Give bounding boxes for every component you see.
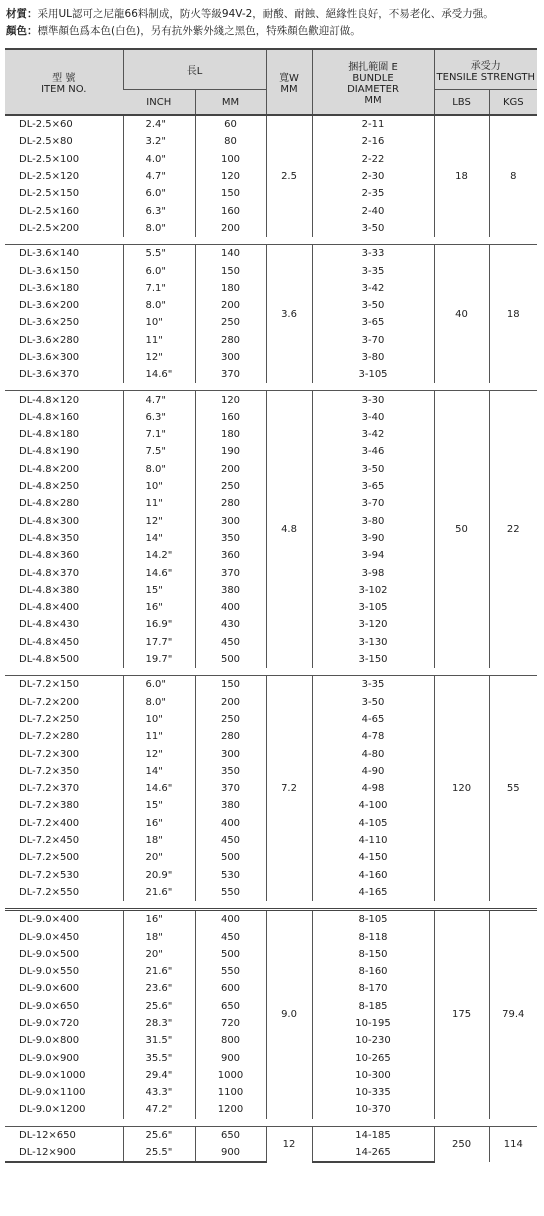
inch-cell: 20.9"	[123, 866, 195, 883]
inch-cell: 12"	[123, 513, 195, 530]
lbs-cell: 18	[434, 115, 489, 237]
bundle-cell: 8-160	[312, 963, 434, 980]
material-label: 材質：	[6, 8, 38, 20]
inch-cell: 20"	[123, 849, 195, 866]
item-no-cell: DL-9.0×550	[19, 966, 80, 978]
bundle-cell: 10-370	[312, 1101, 434, 1118]
inch-cell: 4.7"	[123, 391, 195, 409]
bundle-cell: 3-33	[312, 245, 434, 263]
item-no-cell: DL-4.8×120	[5, 391, 123, 409]
bundle-cell: 8-105	[312, 910, 434, 929]
header-length: 長L	[123, 49, 266, 90]
inch-cell: 4.0"	[123, 151, 195, 168]
group-spacer	[5, 1119, 537, 1127]
bundle-cell: 3-90	[312, 530, 434, 547]
bundle-cell: 2-16	[312, 133, 434, 150]
bundle-cell: 4-105	[312, 815, 434, 832]
bundle-cell: 3-80	[312, 513, 434, 530]
inch-cell: 4.7"	[123, 168, 195, 185]
mm-cell: 450	[195, 832, 266, 849]
color-line	[6, 23, 540, 40]
bundle-cell: 3-42	[312, 426, 434, 443]
item-no-cell: DL-3.6×280	[19, 334, 80, 346]
item-no-cell: DL-9.0×450	[19, 931, 80, 943]
inch-cell: 11"	[123, 332, 195, 349]
bundle-cell: 3-98	[312, 564, 434, 581]
item-no-cell: DL-2.5×160	[19, 205, 80, 217]
bundle-cell: 8-150	[312, 946, 434, 963]
inch-cell: 8.0"	[123, 297, 195, 314]
mm-cell: 150	[195, 262, 266, 279]
inch-cell: 28.3"	[123, 1015, 195, 1032]
item-no-cell: DL-4.8×300	[19, 515, 80, 527]
lbs-cell: 50	[434, 391, 489, 668]
bundle-cell: 4-98	[312, 780, 434, 797]
mm-cell: 800	[195, 1032, 266, 1049]
bundle-cell: 3-70	[312, 495, 434, 512]
bundle-cell: 3-46	[312, 443, 434, 460]
mm-cell: 300	[195, 513, 266, 530]
bundle-cell: 3-50	[312, 220, 434, 237]
lbs-cell: 40	[434, 245, 489, 384]
bundle-cell: 10-300	[312, 1067, 434, 1084]
inch-cell: 3.2"	[123, 133, 195, 150]
item-no-cell: DL-7.2×370	[19, 783, 80, 795]
kgs-cell: 22	[489, 391, 537, 668]
item-no-cell: DL-7.2×380	[19, 800, 80, 812]
item-no-cell: DL-9.0×900	[19, 1052, 80, 1064]
inch-cell: 18"	[123, 928, 195, 945]
item-no-cell: DL-4.8×280	[19, 498, 80, 510]
item-no-cell: DL-7.2×550	[19, 886, 80, 898]
table-row	[5, 676, 537, 694]
mm-cell: 250	[195, 478, 266, 495]
item-no-cell: DL-7.2×280	[19, 731, 80, 743]
material-text: 采用UL認可之尼龍66料制成，防火等級94V-2，耐酸、耐蝕、絕緣性良好，不易老化、承受力强。	[37, 8, 494, 20]
spacer-cell	[5, 237, 537, 245]
width-cell: 9.0	[266, 910, 312, 1119]
item-no-cell: DL-3.6×250	[19, 317, 80, 329]
bundle-cell: 10-195	[312, 1015, 434, 1032]
group-spacer	[5, 901, 537, 910]
mm-cell: 1100	[195, 1084, 266, 1101]
mm-cell: 500	[195, 849, 266, 866]
bundle-cell: 10-335	[312, 1084, 434, 1101]
mm-cell: 530	[195, 866, 266, 883]
mm-cell: 80	[195, 133, 266, 150]
width-cell: 7.2	[266, 676, 312, 901]
item-no-cell: DL-12×900	[5, 1144, 123, 1162]
item-no-cell: DL-4.8×380	[19, 584, 80, 596]
mm-cell: 120	[195, 168, 266, 185]
item-no-cell: DL-9.0×1100	[19, 1087, 86, 1099]
inch-cell: 43.3"	[123, 1084, 195, 1101]
inch-cell: 47.2"	[123, 1101, 195, 1118]
mm-cell: 150	[195, 676, 266, 694]
table-row	[5, 245, 537, 263]
bundle-cell: 3-50	[312, 297, 434, 314]
bundle-cell: 2-40	[312, 202, 434, 219]
bundle-cell: 4-160	[312, 866, 434, 883]
header-tensile: 承受力 TENSILE STRENGTH	[434, 49, 537, 90]
inch-cell: 6.3"	[123, 409, 195, 426]
mm-cell: 200	[195, 461, 266, 478]
item-no-cell: DL-4.8×400	[19, 602, 80, 614]
mm-cell: 500	[195, 651, 266, 668]
mm-cell: 300	[195, 349, 266, 366]
mm-cell: 550	[195, 963, 266, 980]
inch-cell: 20"	[123, 946, 195, 963]
item-no-cell: DL-3.6×150	[19, 265, 80, 277]
bundle-cell: 2-11	[312, 115, 434, 133]
item-no-cell: DL-2.5×100	[19, 153, 80, 165]
mm-cell: 250	[195, 711, 266, 728]
mm-cell: 1200	[195, 1101, 266, 1118]
header-mm: MM	[195, 90, 266, 116]
mm-cell: 200	[195, 694, 266, 711]
inch-cell: 18"	[123, 832, 195, 849]
item-no-cell: DL-7.2×200	[19, 696, 80, 708]
mm-cell: 350	[195, 530, 266, 547]
item-no-cell: DL-7.2×500	[19, 852, 80, 864]
item-no-cell: DL-2.5×150	[19, 188, 80, 200]
item-no-cell: DL-4.8×200	[19, 463, 80, 475]
mm-cell: 600	[195, 980, 266, 997]
item-no-cell: DL-12×650	[5, 1126, 123, 1144]
bundle-cell: 3-35	[312, 676, 434, 694]
item-no-cell: DL-2.5×80	[19, 136, 73, 148]
inch-cell: 14.6"	[123, 780, 195, 797]
bundle-cell: 2-30	[312, 168, 434, 185]
item-no-cell: DL-4.8×430	[19, 619, 80, 631]
mm-cell: 400	[195, 910, 266, 929]
inch-cell: 21.6"	[123, 963, 195, 980]
header-item: 型 號 ITEM NO.	[5, 49, 123, 115]
lbs-cell: 120	[434, 676, 489, 901]
bundle-cell: 3-42	[312, 280, 434, 297]
inch-cell: 12"	[123, 349, 195, 366]
inch-cell: 8.0"	[123, 220, 195, 237]
bundle-cell: 3-50	[312, 694, 434, 711]
item-no-cell: DL-3.6×200	[19, 300, 80, 312]
bundle-cell: 4-80	[312, 745, 434, 762]
mm-cell: 250	[195, 314, 266, 331]
inch-cell: 14"	[123, 530, 195, 547]
inch-cell: 11"	[123, 495, 195, 512]
item-no-cell: DL-4.8×370	[19, 567, 80, 579]
mm-cell: 370	[195, 366, 266, 383]
inch-cell: 11"	[123, 728, 195, 745]
inch-cell: 16.9"	[123, 616, 195, 633]
table-body	[5, 115, 537, 1162]
mm-cell: 280	[195, 728, 266, 745]
inch-cell: 6.0"	[123, 262, 195, 279]
bundle-cell: 3-105	[312, 366, 434, 383]
bundle-cell: 3-65	[312, 478, 434, 495]
header-bundle: 捆扎範圍 E BUNDLE DIAMETER MM	[312, 49, 434, 115]
mm-cell: 900	[195, 1049, 266, 1066]
inch-cell: 10"	[123, 314, 195, 331]
bundle-cell: 3-30	[312, 391, 434, 409]
material-line	[6, 6, 540, 23]
bundle-cell: 3-130	[312, 634, 434, 651]
item-no-cell: DL-7.2×450	[19, 835, 80, 847]
spacer-cell	[5, 383, 537, 391]
item-no-cell: DL-7.2×530	[19, 869, 80, 881]
group-spacer	[5, 237, 537, 245]
kgs-cell: 18	[489, 245, 537, 384]
inch-cell: 7.1"	[123, 280, 195, 297]
item-no-cell: DL-3.6×300	[19, 352, 80, 363]
bundle-cell: 3-50	[312, 461, 434, 478]
bundle-cell: 3-94	[312, 547, 434, 564]
inch-cell: 7.1"	[123, 426, 195, 443]
mm-cell: 280	[195, 495, 266, 512]
kgs-cell: 55	[489, 676, 537, 901]
item-no-cell: DL-9.0×650	[19, 1000, 80, 1012]
inch-cell: 6.0"	[123, 676, 195, 694]
spacer-cell	[5, 668, 537, 676]
item-no-cell: DL-7.2×300	[19, 748, 80, 760]
item-no-cell: DL-2.5×120	[19, 171, 80, 183]
mm-cell: 200	[195, 220, 266, 237]
bundle-cell: 3-150	[312, 651, 434, 668]
group-spacer	[5, 383, 537, 391]
table-row	[5, 115, 537, 133]
mm-cell: 370	[195, 564, 266, 581]
mm-cell: 500	[195, 946, 266, 963]
spacer-cell	[5, 1119, 537, 1127]
mm-cell: 650	[195, 998, 266, 1015]
inch-cell: 12"	[123, 745, 195, 762]
inch-cell: 15"	[123, 797, 195, 814]
inch-cell: 25.5"	[123, 1144, 195, 1162]
lbs-cell: 250	[434, 1126, 489, 1162]
inch-cell: 35.5"	[123, 1049, 195, 1066]
item-no-cell: DL-9.0×500	[19, 948, 80, 960]
item-no-cell: DL-9.0×400	[5, 910, 123, 929]
mm-cell: 650	[195, 1126, 266, 1144]
mm-cell: 400	[195, 815, 266, 832]
bundle-cell: 4-165	[312, 884, 434, 901]
inch-cell: 14"	[123, 763, 195, 780]
item-no-cell: DL-3.6×180	[19, 282, 80, 294]
inch-cell: 14.6"	[123, 366, 195, 383]
kgs-cell: 114	[489, 1126, 537, 1162]
mm-cell: 180	[195, 280, 266, 297]
width-cell: 4.8	[266, 391, 312, 668]
item-no-cell: DL-3.6×140	[5, 245, 123, 263]
mm-cell: 370	[195, 780, 266, 797]
inch-cell: 16"	[123, 910, 195, 929]
inch-cell: 5.5"	[123, 245, 195, 263]
inch-cell: 6.0"	[123, 185, 195, 202]
bundle-cell: 8-118	[312, 928, 434, 945]
bundle-cell: 3-40	[312, 409, 434, 426]
item-no-cell: DL-2.5×60	[5, 115, 123, 133]
bundle-cell: 3-120	[312, 616, 434, 633]
header-kgs: KGS	[489, 90, 537, 116]
inch-cell: 23.6"	[123, 980, 195, 997]
item-no-cell: DL-4.8×500	[19, 654, 80, 666]
mm-cell: 550	[195, 884, 266, 901]
item-no-cell: DL-2.5×200	[19, 222, 80, 234]
mm-cell: 720	[195, 1015, 266, 1032]
spec-table	[5, 48, 537, 1163]
item-no-cell: DL-4.8×180	[19, 429, 80, 441]
inch-cell: 17.7"	[123, 634, 195, 651]
mm-cell: 1000	[195, 1067, 266, 1084]
mm-cell: 140	[195, 245, 266, 263]
bundle-cell: 3-70	[312, 332, 434, 349]
bundle-cell: 4-150	[312, 849, 434, 866]
lbs-cell: 175	[434, 910, 489, 1119]
bundle-cell: 10-230	[312, 1032, 434, 1049]
bundle-cell: 4-65	[312, 711, 434, 728]
item-no-cell: DL-7.2×250	[19, 713, 80, 725]
bundle-cell: 14-265	[312, 1144, 434, 1162]
item-no-cell: DL-9.0×1000	[19, 1069, 86, 1081]
mm-cell: 60	[195, 115, 266, 133]
width-cell: 2.5	[266, 115, 312, 237]
item-no-cell: DL-4.8×250	[19, 481, 80, 493]
table-row	[5, 391, 537, 409]
inch-cell: 8.0"	[123, 461, 195, 478]
mm-cell: 450	[195, 634, 266, 651]
inch-cell: 14.2"	[123, 547, 195, 564]
item-no-cell: DL-4.8×190	[19, 446, 80, 458]
mm-cell: 300	[195, 745, 266, 762]
item-no-cell: DL-4.8×160	[19, 411, 80, 423]
width-cell: 12	[266, 1126, 312, 1162]
inch-cell: 21.6"	[123, 884, 195, 901]
inch-cell: 8.0"	[123, 694, 195, 711]
inch-cell: 10"	[123, 478, 195, 495]
bundle-cell: 4-100	[312, 797, 434, 814]
bundle-cell: 3-65	[312, 314, 434, 331]
table-row	[5, 1126, 537, 1144]
bundle-cell: 3-105	[312, 599, 434, 616]
header-inch: INCH	[123, 90, 195, 116]
item-no-cell: DL-3.6×370	[19, 369, 80, 381]
mm-cell: 160	[195, 409, 266, 426]
item-no-cell: DL-9.0×720	[19, 1017, 80, 1029]
inch-cell: 25.6"	[123, 998, 195, 1015]
item-no-cell: DL-7.2×150	[5, 676, 123, 694]
bundle-cell: 3-102	[312, 582, 434, 599]
item-no-cell: DL-9.0×1200	[19, 1104, 86, 1116]
item-no-cell: DL-4.8×360	[19, 550, 80, 562]
table-row	[5, 910, 537, 929]
inch-cell: 16"	[123, 599, 195, 616]
inch-cell: 2.4"	[123, 115, 195, 133]
inch-cell: 19.7"	[123, 651, 195, 668]
item-no-cell: DL-9.0×600	[19, 983, 80, 995]
mm-cell: 400	[195, 599, 266, 616]
item-no-cell: DL-9.0×800	[19, 1035, 80, 1047]
color-text: 標準顏色爲本色(白色)，另有抗外紫外綫之黑色，特殊顏色歡迎訂做。	[37, 25, 361, 37]
kgs-cell: 79.4	[489, 910, 537, 1119]
inch-cell: 31.5"	[123, 1032, 195, 1049]
bundle-cell: 2-35	[312, 185, 434, 202]
mm-cell: 190	[195, 443, 266, 460]
item-no-cell: DL-7.2×400	[19, 817, 80, 829]
bundle-cell: 4-110	[312, 832, 434, 849]
header-width: 寬W MM	[266, 49, 312, 115]
inch-cell: 16"	[123, 815, 195, 832]
mm-cell: 120	[195, 391, 266, 409]
group-spacer	[5, 668, 537, 676]
inch-cell: 6.3"	[123, 202, 195, 219]
mm-cell: 380	[195, 797, 266, 814]
header-lbs: LBS	[434, 90, 489, 116]
bundle-cell: 3-80	[312, 349, 434, 366]
bundle-cell: 10-265	[312, 1049, 434, 1066]
mm-cell: 450	[195, 928, 266, 945]
inch-cell: 7.5"	[123, 443, 195, 460]
inch-cell: 29.4"	[123, 1067, 195, 1084]
mm-cell: 900	[195, 1144, 266, 1162]
color-label: 顏色：	[6, 25, 38, 37]
mm-cell: 160	[195, 202, 266, 219]
bundle-cell: 3-35	[312, 262, 434, 279]
mm-cell: 200	[195, 297, 266, 314]
bundle-cell: 2-22	[312, 151, 434, 168]
mm-cell: 350	[195, 763, 266, 780]
item-no-cell: DL-7.2×350	[19, 765, 80, 777]
kgs-cell: 8	[489, 115, 537, 237]
mm-cell: 430	[195, 616, 266, 633]
bundle-cell: 8-170	[312, 980, 434, 997]
mm-cell: 100	[195, 151, 266, 168]
mm-cell: 280	[195, 332, 266, 349]
bundle-cell: 4-90	[312, 763, 434, 780]
width-cell: 3.6	[266, 245, 312, 384]
inch-cell: 15"	[123, 582, 195, 599]
inch-cell: 14.6"	[123, 564, 195, 581]
intro-text	[6, 6, 540, 40]
mm-cell: 380	[195, 582, 266, 599]
mm-cell: 150	[195, 185, 266, 202]
spacer-cell	[5, 901, 537, 910]
inch-cell: 10"	[123, 711, 195, 728]
mm-cell: 180	[195, 426, 266, 443]
bundle-cell: 8-185	[312, 998, 434, 1015]
bundle-cell: 4-78	[312, 728, 434, 745]
bundle-cell: 14-185	[312, 1126, 434, 1144]
item-no-cell: DL-4.8×350	[19, 532, 80, 544]
mm-cell: 360	[195, 547, 266, 564]
inch-cell: 25.6"	[123, 1126, 195, 1144]
item-no-cell: DL-4.8×450	[19, 636, 80, 648]
